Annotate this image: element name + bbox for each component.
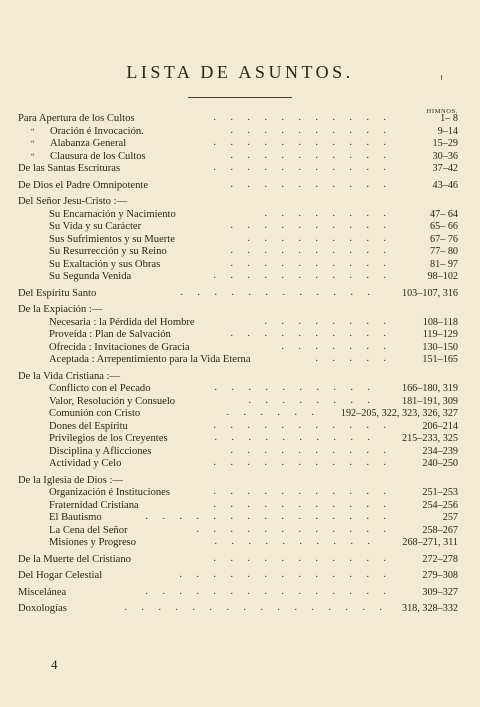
table-of-contents [0,113,480,616]
toc-entry-pages: 251–253 [422,487,458,498]
toc-entry-label: Aceptada : Arrepentimiento para la Vida Eterna [49,354,251,365]
leader-dots: . . . . . . . . [264,207,392,219]
leader-dots: . . . . . . . . . . . . . . . [145,585,392,597]
toc-entry-label: De la Muerte del Cristiano [18,553,131,565]
leader-dots: . . . . . . . . . . . . [180,286,376,298]
toc-entry-pages: 257 [442,512,458,523]
toc-entry-pages: 103–107, 316 [401,287,458,299]
page-number: 4 [51,657,58,672]
toc-entry-pages: 318, 328–332 [401,603,458,614]
toc-entry-pages: 166–180, 319 [401,383,458,394]
toc-entry [0,603,480,616]
leader-dots: . . . . . . . . . . . . [196,523,392,535]
toc-entry-label: Oración é Invocación. [50,125,144,137]
toc-entry-pages: 108–118 [422,316,458,328]
toc-entry-label: Alabanza General [50,138,127,149]
toc-entry-pages: 119–129 [422,329,458,340]
margin-mark [441,75,442,80]
toc-entry-pages: 15–29 [432,138,458,149]
toc-entry-label: Del Hogar Celestial [18,570,103,581]
leader-dots: . . . . . . . . . . [230,178,392,190]
toc-entry-label: Necesaria : la Pérdida del Hombre [49,316,195,328]
leader-dots: . . . . . . . . . . . [213,486,392,497]
toc-entry [0,383,480,396]
toc-entry-label: Miscelánea [18,586,67,598]
toc-entry-pages: 272–278 [422,553,458,565]
toc-entry-pages: 37–42 [432,163,458,174]
toc-entry-pages: 43–46 [432,179,458,191]
leader-dots: . . . . . . . . . . [214,536,376,547]
leader-dots: . . . . . . . . . . . [213,270,392,281]
toc-entry-label: Doxologías [18,603,67,614]
toc-entry-pages: 240–250 [422,458,458,469]
title-rule [188,97,292,98]
toc-entry [0,271,480,284]
toc-entry-pages: 30–36 [432,150,458,162]
toc-entry-pages: 47– 64 [429,208,458,220]
leader-dots: . . . . . . . [281,340,392,352]
toc-entry-pages: 98–102 [427,271,458,282]
toc-entry [0,342,480,355]
toc-entry-label: Del Señor Jesu-Cristo :— [18,196,128,207]
leader-dots: . . . . . . . . [248,394,376,406]
toc-entry-label: Sus Sufrimientos y su Muerte [49,233,175,245]
ditto-mark: “ [31,126,35,136]
toc-entry [0,458,480,471]
toc-entry-pages: 9–14 [437,125,458,137]
toc-entry-label: Comunión con Cristo [49,408,141,419]
toc-entry-label: Misiones y Progreso [49,537,137,548]
toc-entry-pages: 234–239 [422,445,458,457]
toc-entry-pages: 65– 66 [429,221,458,232]
leader-dots: . . . . . . . . . . [230,245,392,256]
toc-entry-label: Su Segunda Venida [49,271,132,282]
toc-entry-label: De la Vida Cristiana :— [18,370,121,382]
toc-section-heading [0,196,480,209]
toc-entry-pages: 215–233, 325 [401,433,458,444]
toc-entry-label: Del Espíritu Santo [18,287,97,299]
toc-entry-label: Proveída : Plan de Salvación [49,329,171,340]
toc-entry-label: Disciplina y Aflicciones [49,445,152,457]
toc-entry-label: Conflicto con el Pecado [49,383,151,394]
toc-entry-label: Privilegios de los Creyentes [49,433,168,444]
toc-entry [0,288,480,301]
toc-entry-pages: 77– 80 [429,246,458,257]
toc-entry [0,329,480,342]
toc-section-heading [0,304,480,317]
leader-dots: . . . . . . [226,407,320,418]
leader-dots: . . . . . . . . [264,315,392,327]
toc-entry [0,537,480,550]
toc-entry-pages: 67– 76 [429,233,458,245]
toc-entry-pages: 151–165 [422,354,458,365]
leader-dots: . . . . . . . . . . . [213,457,392,468]
toc-entry-pages: 1– 8 [440,113,458,124]
toc-entry-label: Ofrecida : Invitaciones de Gracia [49,341,190,353]
leader-dots: . . . . . . . . . . [230,124,392,136]
toc-entry-pages: 192–205, 322, 323, 326, 327 [340,408,458,419]
leader-dots: . . . . . . . . . . . [213,419,392,431]
leader-dots: . . . . . . . . . . . . . . . . [124,602,388,613]
toc-entry-label: Dones del Espíritu [49,420,128,432]
leader-dots: . . . . . . . . . . [230,257,392,269]
leader-dots: . . . . . . . . . . . [213,552,392,564]
toc-entry-label: La Cena del Señor [49,524,128,536]
toc-entry [0,570,480,583]
toc-entry-label: Clausura de los Cultos [50,150,146,162]
toc-entry [0,221,480,234]
leader-dots: . . . . . [315,353,392,364]
toc-entry [0,587,480,600]
leader-dots: . . . . . . . . . [247,232,392,244]
page-title: LISTA DE ASUNTOS. [126,62,354,82]
leader-dots: . . . . . . . . . . . . . [179,569,392,580]
column-header: HIMNOS. [426,108,458,115]
leader-dots: . . . . . . . . . . . [213,498,392,510]
toc-entry [0,554,480,567]
toc-entry-label: De la Expiación :— [18,304,103,315]
toc-entry-label: Su Vida y su Carácter [49,221,142,232]
leader-dots: . . . . . . . . . . [230,328,392,339]
toc-entry-pages: 181–191, 309 [401,395,458,407]
leader-dots: . . . . . . . . . . [214,432,376,443]
leader-dots: . . . . . . . . . . . . . . . [145,511,392,522]
ditto-mark: “ [31,139,35,148]
toc-entry-label: Valor, Resolución y Consuelo [49,395,176,407]
toc-entry-label: Su Encarnación y Nacimiento [49,208,176,220]
toc-entry-pages: 258–267 [422,524,458,536]
toc-entry-pages: 81– 97 [429,258,458,270]
leader-dots: . . . . . . . . . . . [213,137,392,148]
toc-entry-label: De Dios el Padre Omnipotente [18,179,149,191]
toc-entry-pages: 309–327 [422,586,458,598]
toc-entry-label: Fraternidad Cristiana [49,499,139,511]
toc-entry [0,163,480,176]
leader-dots: . . . . . . . . . . [230,444,392,456]
toc-entry-pages: 130–150 [422,341,458,353]
toc-entry-pages: 254–256 [422,499,458,511]
toc-entry-label: Organización é Instituciones [49,487,171,498]
ditto-mark: “ [31,151,35,161]
toc-entry-pages: 206–214 [422,420,458,432]
leader-dots: . . . . . . . . . . [230,220,392,231]
toc-entry-label: Para Apertura de los Cultos [18,113,135,124]
toc-entry-label: Actividad y Celo [49,458,122,469]
toc-entry-label: De la Iglesia de Dios :— [18,474,124,486]
toc-entry [0,180,480,193]
toc-entry [0,354,480,367]
toc-entry-pages: 268–271, 311 [402,537,458,548]
toc-entry-label: De las Santas Escrituras [18,163,121,174]
toc-entry-label: Su Exaltación y sus Obras [49,258,161,270]
leader-dots: . . . . . . . . . . [230,149,392,161]
toc-entry-pages: 279–308 [422,570,458,581]
leader-dots: . . . . . . . . . . [214,382,376,393]
leader-dots: . . . . . . . . . . . [213,162,392,173]
leader-dots: . . . . . . . . . . . [213,112,392,123]
toc-entry-label: El Bautismo [49,512,102,523]
toc-entry-label: Su Resurrección y su Reino [49,246,167,257]
